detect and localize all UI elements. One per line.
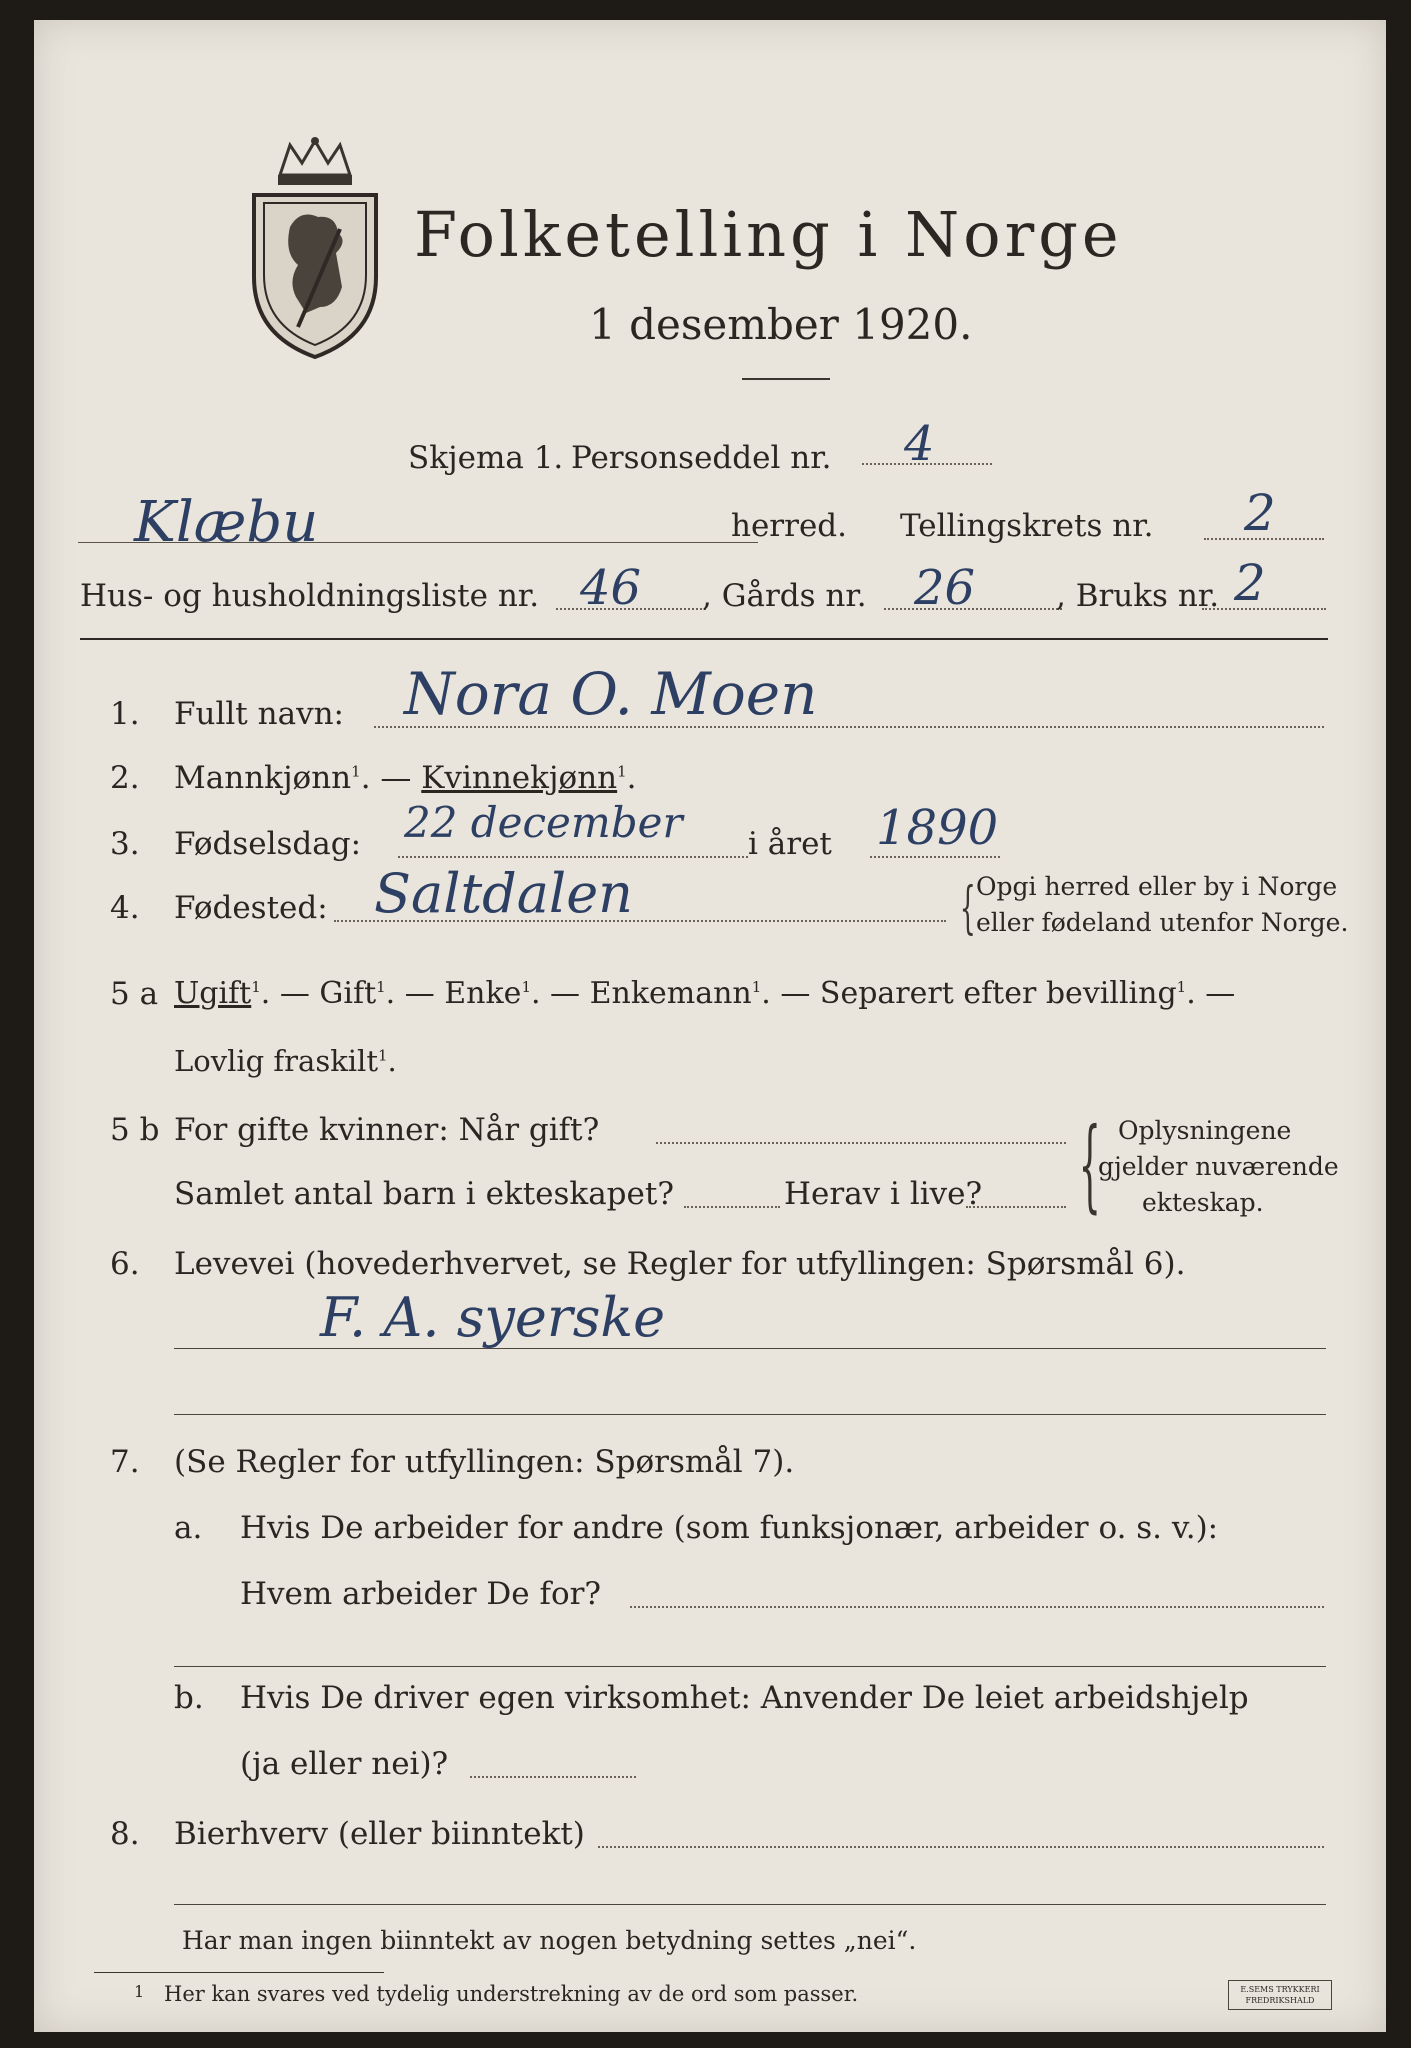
printer-stamp-line2: FREDRIKSHALD (1245, 1996, 1315, 2005)
herred-label: herred. (731, 508, 847, 544)
q8-label: Bierhverv (eller biinntekt) (174, 1816, 585, 1852)
q6-answer-line1 (174, 1348, 1326, 1349)
q4-label: Fødested: (174, 890, 328, 926)
census-form-page (34, 20, 1386, 2032)
q3-year-value: 1890 (876, 800, 999, 856)
q5b-herav: Herav i live? (784, 1176, 983, 1212)
form-title: Folketelling i Norge (414, 198, 1123, 271)
q3-day-value: 22 december (404, 798, 683, 847)
title-divider (742, 378, 830, 380)
q3-label: Fødselsdag: (174, 826, 362, 862)
q4-brace: { (959, 876, 976, 941)
q5b-line2: Samlet antal barn i ekteskapet? (174, 1176, 674, 1212)
nei-note: Har man ingen biinntekt av nogen betydning settes „nei“. (182, 1926, 917, 1955)
q5b-herav-field-line (966, 1206, 1066, 1208)
q3-year-field-line (870, 856, 1000, 858)
q5b-number: 5 b (110, 1112, 160, 1148)
q5b-note-line3: ekteskap. (1142, 1188, 1264, 1217)
q6-answer-line2 (174, 1414, 1326, 1415)
census-date: 1 desember 1920. (589, 300, 973, 349)
q2-number: 2. (110, 760, 140, 796)
q7a-answer-line (174, 1666, 1326, 1667)
q5a-line1: Ugift$^1$. — Gift$^1$. — Enke$^1$. — Enkemann$^1$. — Separert efter bevilling$^1$. — (174, 976, 1236, 1011)
bruks-label: , Bruks nr. (1056, 578, 1220, 614)
q4-value: Saltdalen (374, 862, 633, 925)
q5b-note-line2: gjelder nuværende (1098, 1152, 1339, 1181)
q5b-brace: { (1078, 1106, 1101, 1223)
q7-label: (Se Regler for utfyllingen: Spørsmål 7). (174, 1444, 795, 1480)
header-separator (80, 638, 1328, 640)
q2-kvinne-underlined: Kvinnekjønn (421, 760, 618, 796)
q7a-line1: Hvis De arbeider for andre (som funksjonær, arbeider o. s. v.): (240, 1510, 1219, 1546)
q8-field-line (598, 1846, 1324, 1848)
q7a-line2: Hvem arbeider De for? (240, 1576, 602, 1612)
q5b-barn-field-line (684, 1206, 780, 1208)
bruks-value: 2 (1234, 554, 1266, 612)
coat-of-arms-emblem (240, 137, 390, 362)
q2-mann: Mannkjønn (174, 760, 352, 796)
skjema-label: Skjema 1. (408, 440, 564, 476)
q1-label: Fullt navn: (174, 696, 344, 732)
gards-label: , Gårds nr. (702, 578, 867, 614)
personseddel-value: 4 (904, 416, 935, 472)
footnote-separator (94, 1972, 384, 1973)
footnote-mark: 1 (134, 1982, 145, 2001)
q2-line: Mannkjønn$^1$. — Kvinnekjønn$^1$. (174, 760, 637, 796)
tellingskrets-value: 2 (1244, 484, 1276, 542)
q6-label: Levevei (hovederhvervet, se Regler for utfyllingen: Spørsmål 6). (174, 1246, 1186, 1282)
gards-value: 26 (914, 560, 976, 616)
q5a-number: 5 a (110, 976, 159, 1012)
q1-number: 1. (110, 696, 140, 732)
q5b-note-line1: Oplysningene (1118, 1116, 1292, 1145)
hus-value: 46 (580, 560, 642, 616)
q7b-field-line (470, 1776, 636, 1778)
q6-number: 6. (110, 1246, 140, 1282)
q3-year-label: i året (748, 826, 832, 862)
q5b-gift-field-line (656, 1142, 1066, 1144)
q7a-field-line (630, 1606, 1324, 1608)
q5a-ugift-underlined: Ugift (174, 976, 252, 1011)
q3-day-field-line (398, 856, 748, 858)
footnote-text: Her kan svares ved tydelig understrekning av de ord som passer. (164, 1982, 859, 2006)
q6-value: F. A. syerske (320, 1286, 666, 1349)
q7b-letter: b. (174, 1680, 204, 1716)
q8-answer-line (174, 1904, 1326, 1905)
tellingskrets-label: Tellingskrets nr. (900, 508, 1154, 544)
q8-number: 8. (110, 1816, 140, 1852)
q4-note-line1: Opgi herred eller by i Norge (976, 872, 1338, 901)
printer-stamp-line1: E.SEMS TRYKKERI (1240, 1985, 1320, 1994)
q4-note-line2: eller fødeland utenfor Norge. (976, 908, 1349, 937)
hus-label: Hus- og husholdningsliste nr. (80, 578, 540, 614)
q4-number: 4. (110, 890, 140, 926)
q3-number: 3. (110, 826, 140, 862)
q7a-letter: a. (174, 1510, 203, 1546)
q7b-line2: (ja eller nei)? (240, 1746, 449, 1782)
q5b-line1: For gifte kvinner: Når gift? (174, 1112, 600, 1148)
q7b-line1: Hvis De driver egen virksomhet: Anvender De leiet arbeidshjelp (240, 1680, 1249, 1716)
printer-stamp (1228, 1980, 1332, 2010)
personseddel-label: Personseddel nr. (571, 440, 832, 476)
q5a-line2: Lovlig fraskilt$^1$. (174, 1044, 397, 1078)
q7-number: 7. (110, 1444, 140, 1480)
q1-value: Nora O. Moen (404, 660, 818, 728)
herred-value: Klæbu (134, 490, 319, 555)
